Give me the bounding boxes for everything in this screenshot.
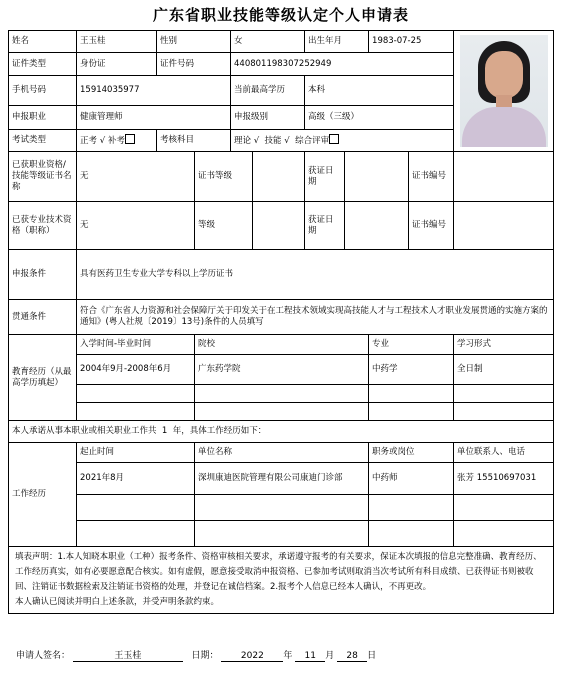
sign-day[interactable]: 28 bbox=[337, 651, 367, 662]
work-company-cell[interactable]: 深圳康迪医院管理有限公司康迪门诊部 bbox=[195, 463, 369, 495]
pro-cert-label: 已获专业技术资格（职称） bbox=[9, 202, 77, 250]
cert-label: 已获职业资格/技能等级证书名称 bbox=[9, 152, 77, 202]
work-time-cell[interactable] bbox=[77, 521, 195, 547]
theory-option[interactable]: 理论 √ bbox=[234, 136, 260, 146]
declaration-confirm: 本人确认已阅读并明白上述条款，并受声明条款约束。 bbox=[15, 597, 220, 607]
edu-header-major: 专业 bbox=[369, 335, 454, 355]
birth-value[interactable]: 1983-07-25 bbox=[369, 31, 454, 53]
cert-level-value[interactable] bbox=[253, 152, 305, 202]
edu-major-cell[interactable]: 中药学 bbox=[369, 355, 454, 385]
review-option[interactable]: 综合评审 bbox=[295, 136, 330, 146]
makeup-checkbox[interactable] bbox=[125, 134, 135, 144]
level-value[interactable]: 高级（三级） bbox=[305, 106, 454, 130]
table-row bbox=[9, 463, 554, 495]
work-company-cell[interactable] bbox=[195, 495, 369, 521]
exam-type-label: 考试类型 bbox=[9, 130, 77, 152]
skill-option[interactable]: 技能 √ bbox=[264, 136, 290, 146]
edu-time-cell[interactable] bbox=[77, 385, 195, 403]
id-type-label: 证件类型 bbox=[9, 53, 77, 76]
job-label: 申报职业 bbox=[9, 106, 77, 130]
pro-cert-value[interactable]: 无 bbox=[77, 202, 195, 250]
apply-cond-value[interactable]: 具有医药卫生专业大学专科以上学历证书 bbox=[77, 250, 554, 300]
edu-form-cell[interactable] bbox=[454, 385, 554, 403]
birth-label: 出生年月 bbox=[305, 31, 369, 53]
cert-value[interactable]: 无 bbox=[77, 152, 195, 202]
edu-school-cell[interactable] bbox=[195, 385, 369, 403]
pro-cert-date-value[interactable] bbox=[345, 202, 409, 250]
work-company-cell[interactable] bbox=[195, 521, 369, 547]
gender-label: 性别 bbox=[157, 31, 231, 53]
name-label: 姓名 bbox=[9, 31, 77, 53]
name-value[interactable]: 王玉桂 bbox=[77, 31, 157, 53]
edu-form-cell[interactable]: 全日制 bbox=[454, 355, 554, 385]
cert-no-value[interactable] bbox=[454, 152, 554, 202]
work-time-cell[interactable] bbox=[77, 495, 195, 521]
sign-month[interactable]: 11 bbox=[295, 651, 325, 662]
signature-line: 申请人签名： 王玉桂 日期： 2022 年 11 月 28 日 bbox=[16, 648, 376, 662]
date-label: 日期： bbox=[191, 651, 219, 661]
form-title: 广东省职业技能等级认定个人申请表 bbox=[152, 6, 409, 24]
pass-cond-value[interactable]: 符合《广东省人力资源和社会保障厅关于印发关于在工程技术领域实现高技能人才与工程技术人才职业发展贯通的实施方案的通知》(粤人社规〔2019〕13号)条件的人员填写 bbox=[77, 300, 554, 335]
work-contact-cell[interactable] bbox=[454, 495, 554, 521]
edu-value[interactable]: 本科 bbox=[305, 76, 454, 106]
cert-date-label: 获证日期 bbox=[305, 152, 345, 202]
pro-cert-no-label: 证书编号 bbox=[409, 202, 454, 250]
work-position-cell[interactable] bbox=[369, 521, 454, 547]
work-time-cell[interactable]: 2021年8月 bbox=[77, 463, 195, 495]
pro-cert-level-value[interactable] bbox=[253, 202, 305, 250]
photo-cell bbox=[454, 31, 554, 152]
gender-value[interactable]: 女 bbox=[231, 31, 305, 53]
pro-cert-date-label: 获证日期 bbox=[305, 202, 345, 250]
work-header-contact: 单位联系人、电话 bbox=[454, 443, 554, 463]
work-label: 工作经历 bbox=[9, 443, 77, 547]
edu-major-cell[interactable] bbox=[369, 385, 454, 403]
education-label: 教育经历（从最高学历填起） bbox=[9, 335, 77, 421]
table-row bbox=[9, 385, 554, 403]
level-label: 申报级别 bbox=[231, 106, 305, 130]
work-header-company: 单位名称 bbox=[195, 443, 369, 463]
id-no-label: 证件号码 bbox=[157, 53, 231, 76]
table-row bbox=[9, 355, 554, 385]
table-row bbox=[9, 495, 554, 521]
edu-time-cell[interactable]: 2004年9月-2008年6月 bbox=[77, 355, 195, 385]
apply-cond-label: 申报条件 bbox=[9, 250, 77, 300]
declaration-text: 填表声明：1.本人知晓本职业（工种）报考条件、资格审核相关要求，承诺遵守报考的有关要求，保证本次填报的信息完整准确、教育经历、工作经历真实，如有必要愿意配合核实。如有虚假，愿意接受取消申报资格、已参加考试则取消当次考试所有科目成绩、已获得证书则被收回、注销证书数据检索及注销证书资格的处理，并登记在诚信档案。2.报考个人信息已经本人确认，不再更改。 bbox=[15, 552, 542, 592]
work-contact-cell[interactable] bbox=[454, 521, 554, 547]
table-row bbox=[9, 403, 554, 421]
work-years-value[interactable]: 1 bbox=[161, 426, 168, 436]
phone-value[interactable]: 15914035977 bbox=[77, 76, 231, 106]
id-type-value[interactable]: 身份证 bbox=[77, 53, 157, 76]
work-position-cell[interactable]: 中药师 bbox=[369, 463, 454, 495]
application-form-table bbox=[8, 30, 554, 614]
id-no-value[interactable]: 440801198307252949 bbox=[231, 53, 454, 76]
subject-value[interactable] bbox=[231, 130, 454, 152]
sign-year[interactable]: 2022 bbox=[221, 651, 283, 662]
cert-no-label: 证书编号 bbox=[409, 152, 454, 202]
edu-time-cell[interactable] bbox=[77, 403, 195, 421]
cert-level-label: 证书等级 bbox=[195, 152, 253, 202]
job-value[interactable]: 健康管理师 bbox=[77, 106, 231, 130]
subject-label: 考核科目 bbox=[157, 130, 231, 152]
edu-school-cell[interactable] bbox=[195, 403, 369, 421]
signature-name[interactable]: 王玉桂 bbox=[73, 648, 183, 662]
exam-type-value[interactable]: 正考 √ 补考 bbox=[77, 130, 157, 152]
edu-header-time: 入学时间-毕业时间 bbox=[77, 335, 195, 355]
work-header-time: 起止时间 bbox=[77, 443, 195, 463]
edu-form-cell[interactable] bbox=[454, 403, 554, 421]
pro-cert-level-label: 等级 bbox=[195, 202, 253, 250]
commitment-row: 本人承诺从事本职业或相关职业工作共 1 年，具体工作经历如下： bbox=[9, 421, 554, 443]
cert-date-value[interactable] bbox=[345, 152, 409, 202]
pro-cert-no-value[interactable] bbox=[454, 202, 554, 250]
work-position-cell[interactable] bbox=[369, 495, 454, 521]
applicant-photo bbox=[460, 35, 548, 147]
work-header-position: 职务或岗位 bbox=[369, 443, 454, 463]
work-contact-cell[interactable]: 张芳 15510697031 bbox=[454, 463, 554, 495]
pass-cond-label: 贯通条件 bbox=[9, 300, 77, 335]
edu-school-cell[interactable]: 广东药学院 bbox=[195, 355, 369, 385]
edu-header-form: 学习形式 bbox=[454, 335, 554, 355]
edu-label: 当前最高学历 bbox=[231, 76, 305, 106]
edu-major-cell[interactable] bbox=[369, 403, 454, 421]
table-row bbox=[9, 521, 554, 547]
declaration-cell bbox=[9, 547, 554, 614]
edu-header-school: 院校 bbox=[195, 335, 369, 355]
phone-label: 手机号码 bbox=[9, 76, 77, 106]
review-checkbox[interactable] bbox=[329, 134, 339, 144]
signature-label: 申请人签名： bbox=[16, 651, 71, 661]
